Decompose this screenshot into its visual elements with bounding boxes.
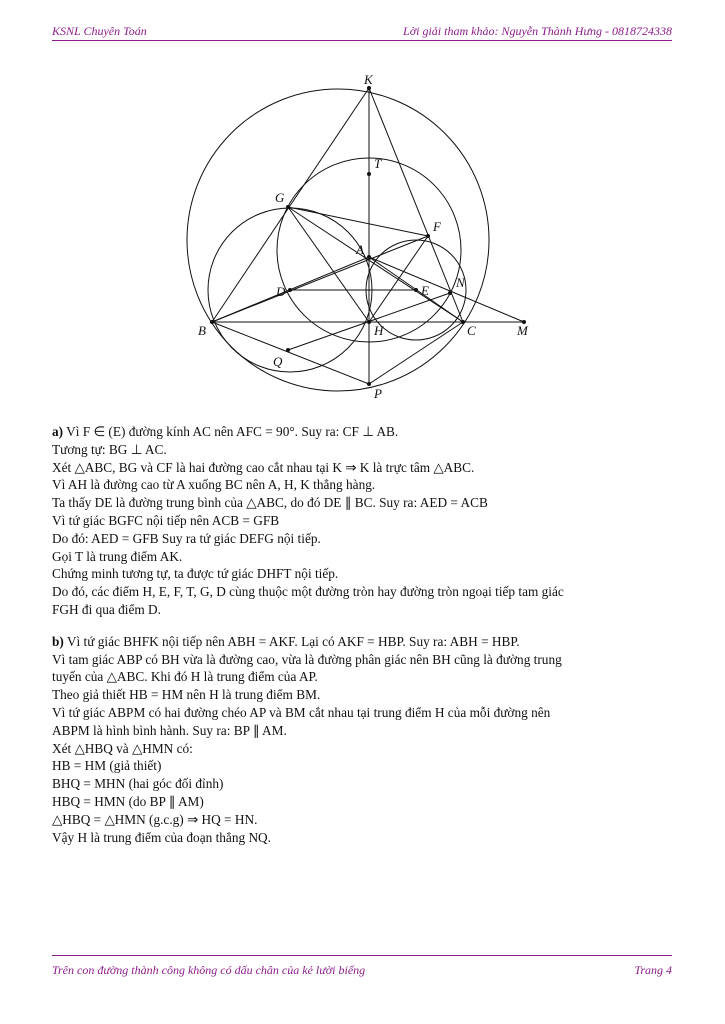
part-b-line-6: ABPM là hình bình hành. Suy ra: BP ∥ AM. — [52, 722, 287, 738]
label-p: P — [374, 386, 382, 401]
label-t: T — [374, 156, 382, 171]
part-b-line-10: HBQ = HMN (do BP ∥ AM) — [52, 793, 204, 809]
footer-motto: Trên con đường thành công không có dấu chân của kẻ lười biếng — [52, 963, 366, 977]
part-a-line-9: Chứng minh tương tự, ta được tứ giác DHFT nội tiếp. — [52, 566, 339, 582]
part-b-line-11: △HBQ = △HMN (g.c.g) ⇒ HQ = HN. — [52, 811, 258, 827]
page-header — [52, 20, 672, 41]
label-a: A — [356, 242, 364, 257]
label-b: B — [198, 323, 206, 338]
part-a-line-5: Ta thấy DE là đường trung bình của △ABC, do đó DE ∥ BC. Suy ra: AED = ACB — [52, 495, 488, 511]
part-a-line-1-text: Vì F ∈ (E) đường kính AC nên AFC = 90°. Suy ra: CF ⊥ AB. — [66, 424, 399, 439]
part-b-line-12: Vậy H là trung điểm của đoạn thẳng NQ. — [52, 829, 271, 845]
label-d: D — [276, 284, 286, 299]
label-h: H — [374, 323, 384, 338]
part-a-line-4: Vì AH là đường cao từ A xuống BC nên A, H, K thẳng hàng. — [52, 477, 376, 493]
part-a-line-11: FGH đi qua điểm D. — [52, 601, 161, 617]
part-a-line-6: Vì tứ giác BGFC nội tiếp nên ACB = GFB — [52, 512, 280, 528]
part-a-line-8: Gọi T là trung điểm AK. — [52, 548, 183, 564]
section-gap — [52, 619, 672, 633]
segment-bf — [212, 236, 428, 322]
part-b-line-1-text: Vì tứ giác BHFK nội tiếp nên ABH = AKF. Lại có AKF = HBP. Suy ra: ABH = HBP. — [66, 633, 520, 649]
part-b-line-8: HB = HM (giả thiết) — [52, 758, 162, 774]
part-b-line-7: Xét △HBQ và △HMN có: — [52, 740, 193, 756]
part-b-line-1 — [52, 633, 672, 651]
label-e: E — [421, 283, 429, 298]
label-q: Q — [273, 354, 283, 369]
segment-fh — [369, 236, 428, 322]
page-number: Trang 4 — [634, 963, 672, 977]
label-g: G — [275, 190, 285, 205]
part-a-line-2: Tương tự: BG ⊥ AC. — [52, 441, 167, 457]
part-b-label: b) — [52, 633, 64, 649]
label-k: K — [364, 72, 373, 87]
segment-gf — [288, 207, 428, 236]
part-a-line-7: Do đó: AED = GFB Suy ra tứ giác DEFG nội tiếp. — [52, 530, 321, 546]
part-a-line-1 — [52, 423, 672, 441]
label-m: M — [517, 323, 528, 338]
geometry-diagram — [0, 60, 725, 405]
label-c: C — [467, 323, 476, 338]
label-n: N — [456, 275, 465, 290]
part-b-line-4: Theo giả thiết HB = HM nên H là trung điểm BM. — [52, 687, 321, 703]
geometry-figure — [0, 60, 725, 405]
part-a-label: a) — [52, 424, 64, 439]
label-f: F — [433, 219, 441, 234]
part-a-line-10: Do đó, các điểm H, E, F, T, G, D cùng thuộc một đường tròn hay đường tròn ngoại tiếp tam giác — [52, 584, 564, 600]
part-a-line-3: Xét △ABC, BG và CF là hai đường cao cắt nhau tại K ⇒ K là trực tâm △ABC. — [52, 459, 475, 475]
page-footer — [52, 955, 672, 980]
part-b-line-5: Vì tứ giác ABPM có hai đường chéo AP và BM cắt nhau tại trung điểm H của mỗi đường nên — [52, 704, 551, 720]
part-b-line-3: tuyến của △ABC. Khi đó H là trung điểm của AP. — [52, 669, 318, 685]
segment-bp — [212, 322, 369, 384]
segment-bk — [212, 88, 369, 322]
part-b-line-2: Vì tam giác ABP có BH vừa là đường cao, vừa là đường phân giác nên BH cũng là đường trung — [52, 651, 562, 667]
header-title: KSNL Chuyên Toán — [52, 24, 147, 38]
solution-text — [52, 423, 672, 846]
part-b-line-9: BHQ = MHN (hai góc đối đỉnh) — [52, 776, 224, 792]
header-author: Lời giải tham khảo: Nguyễn Thành Hưng - 0818724338 — [403, 24, 672, 38]
